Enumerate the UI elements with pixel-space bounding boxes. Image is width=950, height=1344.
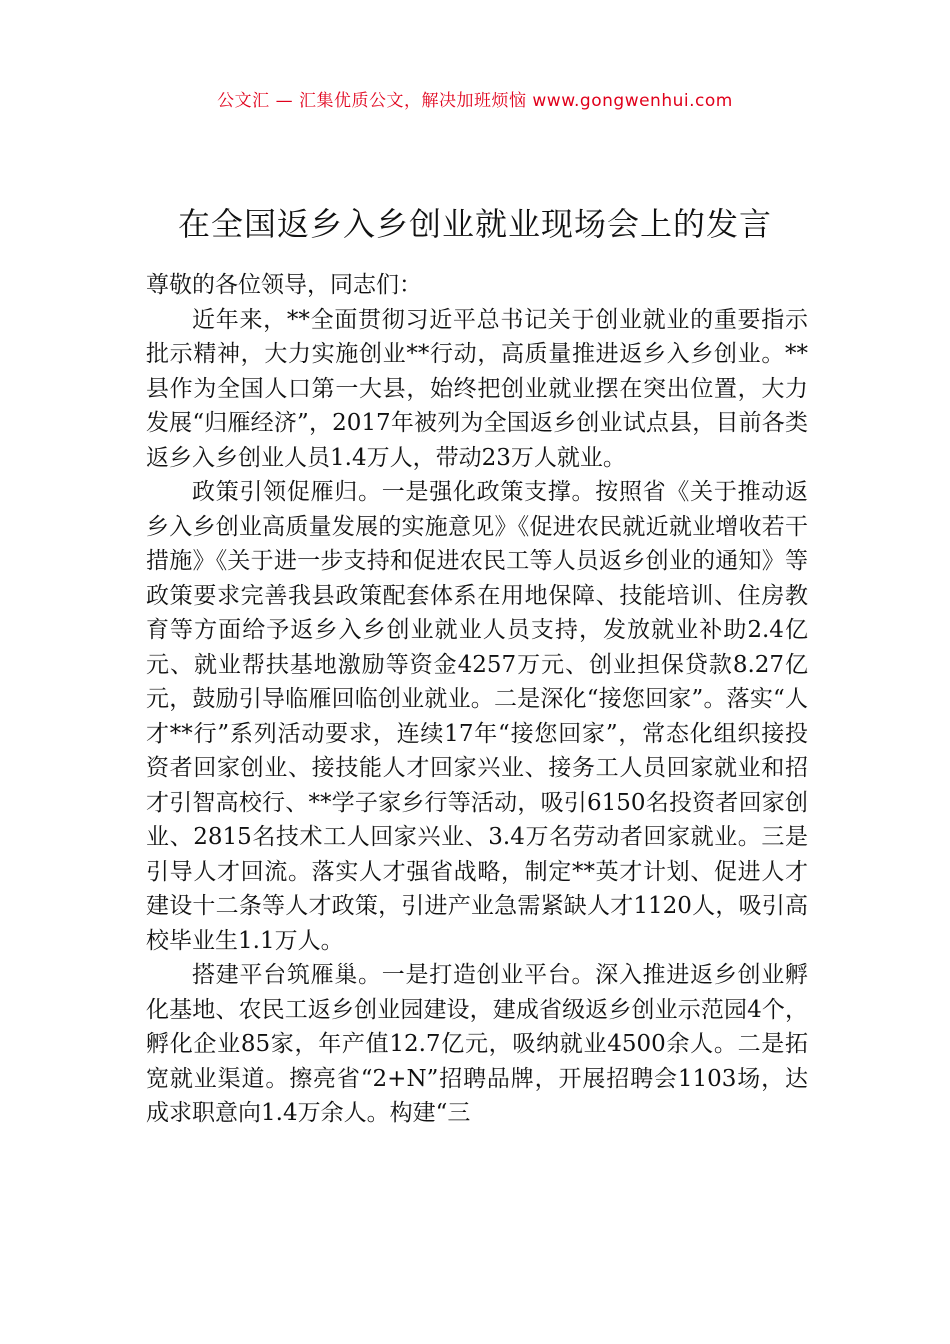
document-title: 在全国返乡入乡创业就业现场会上的发言: [177, 205, 772, 244]
paragraph-intro: 近年来，**全面贯彻习近平总书记关于创业就业的重要指示批示精神，大力实施创业**行动，高质量推进返乡入乡创业。**县作为全国人口第一大县，始终把创业就业摆在突出位置，大力发展“归雁经济”，2017年被列为全国返乡创业试点县，目前各类返乡入乡创业人员1.4万人，带动23万人就业。: [146, 306, 808, 471]
paragraph-policy: 政策引领促雁归。一是强化政策支撑。按照省《关于推动返乡入乡创业高质量发展的实施意见》《促进农民就近就业增收若干措施》《关于进一步支持和促进农民工等人员返乡创业的通知》等政策要求完善我县政策配套体系在用地保障、技能培训、住房教育等方面给予返乡入乡创业就业人员支持，发放就业补助2.4亿元、就业帮扶基地激励等资金4257万元、创业担保贷款8.27亿元，鼓励引导临雁回临创业就业。二是深化“接您回家”。落实“人才**行”系列活动要求，连续17年“接您回家”，常态化组织接投资者回家创业、接技能人才回家兴业、接务工人员回家就业和招才引智高校行、**学子家乡行等活动，吸引6150名投资者回家创业、2815名技术工人回家兴业、3.4万名劳动者回家就业。三是引导人才回流。落实人才强省战略，制定**英才计划、促进人才建设十二条等人才政策，引进产业急需紧缺人才1120人，吸引高校毕业生1.1万人。: [146, 479, 808, 954]
document-body: [146, 268, 808, 1131]
salutation: 尊敬的各位领导，同志们：: [146, 272, 422, 298]
site-banner: 公文汇 — 汇集优质公文，解决加班烦恼 www.gongwenhui.com: [217, 91, 733, 111]
paragraph-platform: 搭建平台筑雁巢。一是打造创业平台。深入推进返乡创业孵化基地、农民工返乡创业园建设，建成省级返乡创业示范园4个，孵化企业85家，年产值12.7亿元，吸纳就业4500余人。二是拓宽就业渠道。擦亮省“2+N”招聘品牌，开展招聘会1103场，达成求职意向1.4万余人。构建“三: [146, 962, 808, 1126]
